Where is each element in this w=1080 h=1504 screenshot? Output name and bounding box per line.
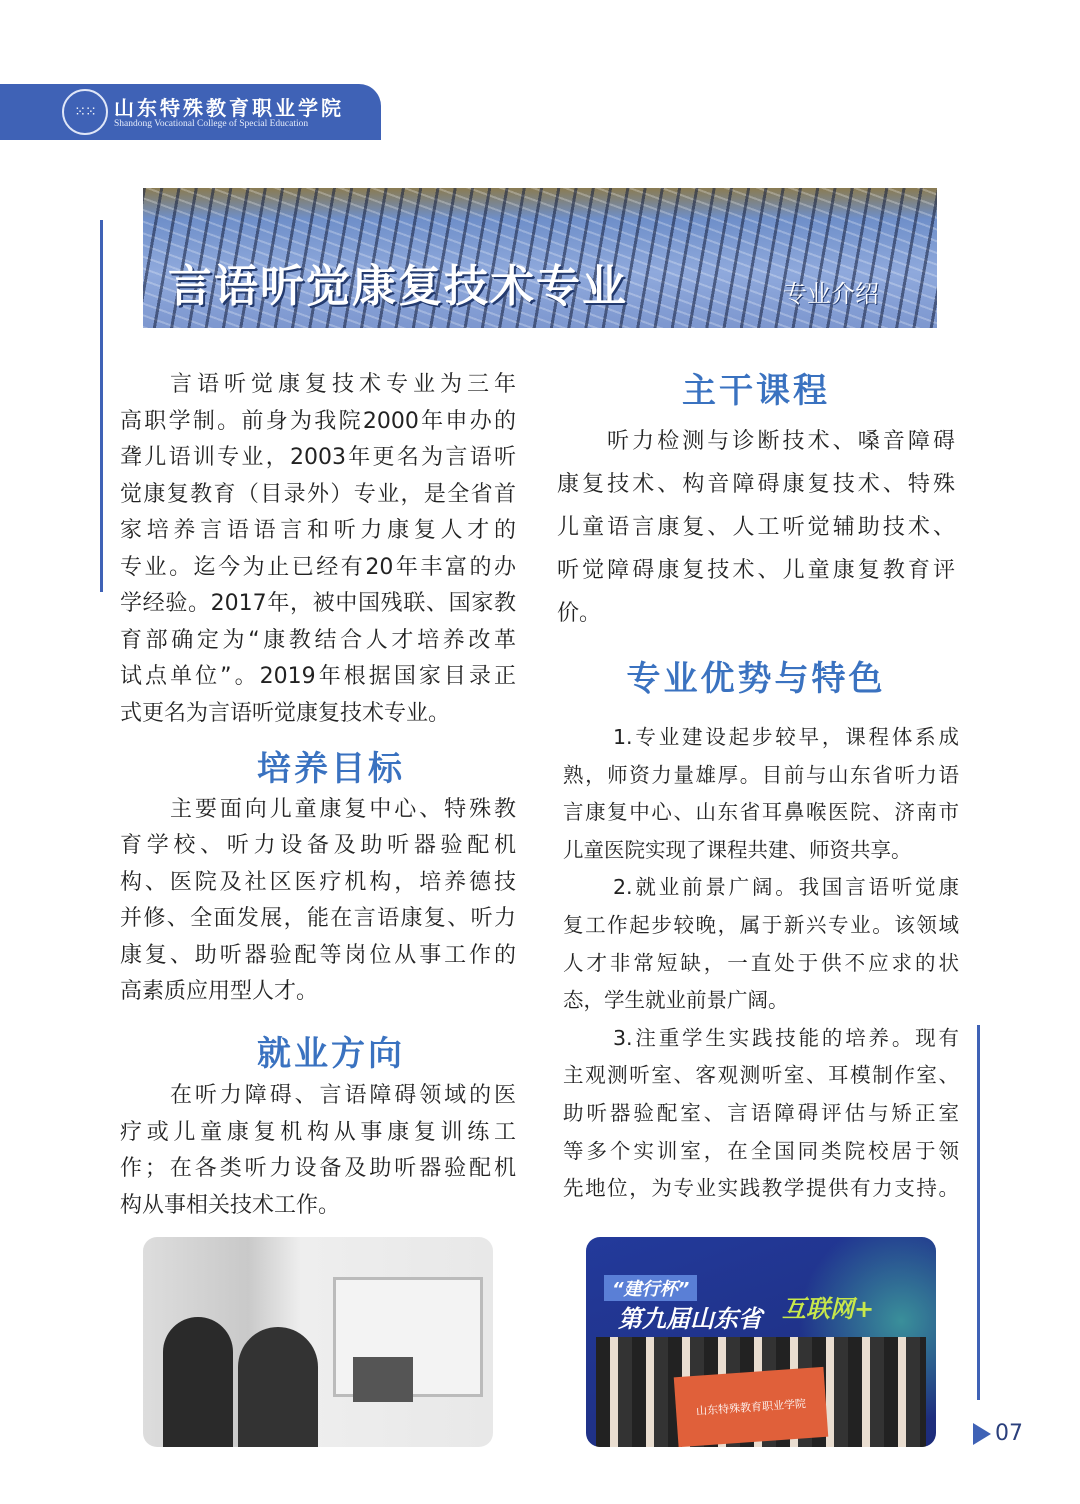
job-heading: 就业方向 [257, 1034, 405, 1074]
text-line: 助听器验配室、言语障碍评估与矫正室 [563, 1100, 959, 1125]
text-line: 先地位，为专业实践教学提供有力支持。 [563, 1176, 959, 1201]
left-accent-line [100, 220, 103, 592]
text-line: 育部确定为“康教结合人才培养改革 [120, 627, 516, 653]
goal-paragraph [120, 792, 516, 1010]
page-number-text: 07 [995, 1421, 1023, 1446]
text-line: 聋儿语训专业，2003年更名为言语听 [120, 445, 516, 470]
school-flag: 山东特殊教育职业学院 [674, 1367, 829, 1447]
logo-mark: ⁙⁙ [74, 104, 96, 120]
header-bar [0, 84, 381, 140]
text-line: 专业。迄今为止已经有20年丰富的办 [120, 554, 516, 580]
audiometry-room-photo [143, 1237, 493, 1447]
advantage-heading: 专业优势与特色 [626, 659, 886, 699]
school-name-en: Shandong Vocational College of Special Education [114, 119, 309, 129]
major-title: 言语听觉康复技术专业 [168, 261, 628, 312]
triangle-icon [973, 1423, 991, 1445]
job-paragraph [120, 1078, 516, 1224]
text-line: 高职学制。前身为我院2000年申办的 [120, 408, 516, 434]
monitor [353, 1357, 413, 1402]
text-line: 儿童医院实现了课程共建、师资共享。 [563, 837, 912, 862]
person-silhouette [238, 1327, 318, 1447]
goal-heading: 培养目标 [257, 749, 405, 789]
person-silhouette [163, 1317, 233, 1447]
text-line: 家培养言语语言和听力康复人才的 [120, 518, 516, 543]
text-line: 育学校、听力设备及助听器验配机 [120, 833, 516, 859]
photo-caption-plus: 互联网+ [782, 1295, 875, 1323]
text-line: 主要面向儿童康复中心、特殊教 [170, 797, 516, 822]
advantage-paragraph [563, 719, 959, 1208]
text-line: 疗或儿童康复机构从事康复训练工 [120, 1119, 516, 1145]
photo-caption-event: 第九届山东省 [618, 1305, 762, 1333]
text-line: 主观测听室、客观测听室、耳模制作室、 [563, 1063, 959, 1088]
text-line: 听力检测与诊断技术、嗓音障碍 [607, 429, 955, 454]
text-line: 1.专业建设起步较早，课程体系成 [613, 725, 959, 749]
course-heading: 主干课程 [682, 371, 830, 411]
text-line: 儿童语言康复、人工听觉辅助技术、 [557, 515, 955, 540]
text-line: 康复、助听器验配等岗位从事工作的 [120, 942, 516, 968]
title-banner [143, 188, 937, 328]
intro-paragraph [120, 367, 516, 732]
photo-caption-cup: “建行杯” [604, 1275, 697, 1301]
text-line: 并修、全面发展，能在言语康复、听力 [120, 906, 516, 932]
right-accent-line [977, 1025, 980, 1400]
text-line: 觉康复教育（目录外）专业，是全省首 [120, 481, 516, 507]
text-line: 3.注重学生实践技能的培养。现有 [613, 1025, 959, 1050]
course-paragraph [557, 420, 955, 635]
text-line: 等多个实训室，在全国同类院校居于领 [563, 1138, 959, 1163]
text-line: 康复技术、构音障碍康复技术、特殊 [557, 472, 955, 497]
school-logo [62, 89, 108, 135]
competition-group-photo [586, 1237, 936, 1447]
text-line: 2.就业前景广阔。我国言语听觉康 [613, 875, 959, 900]
text-line: 学经验。2017年，被中国残联、国家教 [120, 591, 516, 616]
text-line: 言语听觉康复技术专业为三年 [170, 372, 516, 397]
text-line: 式更名为言语听觉康复技术专业。 [120, 700, 451, 726]
text-line: 听觉障碍康复技术、儿童康复教育评 [557, 558, 955, 583]
text-line: 复工作起步较晚，属于新兴专业。该领域 [563, 912, 959, 937]
text-line: 在听力障碍、言语障碍领域的医 [170, 1083, 516, 1108]
text-line: 言康复中心、山东省耳鼻喉医院、济南市 [563, 800, 959, 825]
text-line: 构、医院及社区医疗机构，培养德技 [120, 869, 516, 895]
text-line: 构从事相关技术工作。 [120, 1192, 341, 1218]
text-line: 态，学生就业前景广阔。 [563, 988, 789, 1013]
school-name-cn: 山东特殊教育职业学院 [114, 96, 344, 120]
banner-subtitle: 专业介绍 [783, 280, 879, 308]
text-line: 人才非常短缺，一直处于供不应求的状 [563, 950, 959, 975]
text-line: 高素质应用型人才。 [120, 978, 319, 1004]
text-line: 试点单位”。2019年根据国家目录正 [120, 664, 516, 689]
page-number [973, 1421, 1023, 1446]
text-line: 价。 [557, 601, 602, 626]
text-line: 作；在各类听力设备及助听器验配机 [120, 1156, 516, 1181]
text-line: 熟，师资力量雄厚。目前与山东省听力语 [563, 762, 959, 787]
